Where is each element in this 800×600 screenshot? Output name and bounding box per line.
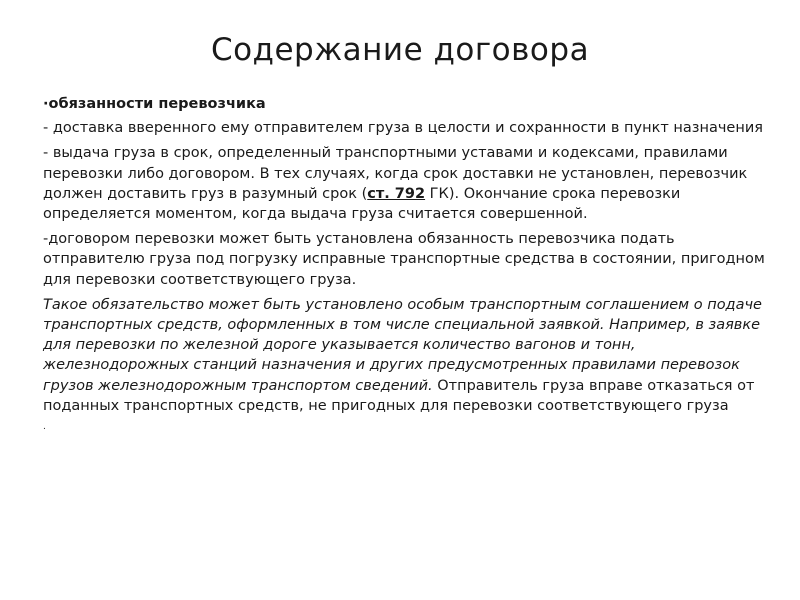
- explanation-paragraph: [43, 295, 765, 416]
- section-heading: ·обязанности перевозчика: [43, 96, 266, 112]
- obligation-item-timely-release: [43, 143, 765, 224]
- obligation-item-vehicles: -договором перевозки может быть установлена обязанность перевозчика подать отправителю груза под погрузку исправные транспортные средства в состоянии, пригодном для перевозки соответствующего груза.: [43, 231, 765, 288]
- slide-title: Содержание договора: [210, 32, 590, 68]
- explanation-plain-text: Отправитель груза вправе отказаться от поданных транспортных средств, не пригодных для перевозки соответствующего груза: [43, 377, 755, 414]
- trailing-dot: .: [43, 422, 46, 433]
- item2-text-end: ГК). Окончание срока перевозки определяется моментом, когда выдача груза считается совершенной.: [43, 185, 681, 223]
- slide-body: [43, 94, 765, 433]
- obligation-item-delivery: - доставка вверенного ему отправителем груза в целости и сохранности в пункт назначения: [43, 120, 763, 137]
- item2-text-start: - выдача груза в срок, определенный транспортными уставами и кодексами, правилами перевозки либо договором. В тех случаях, когда срок доставки не установлен, перевозчик должен доставить груз в разумный срок (: [43, 145, 748, 202]
- article-792-link[interactable]: ст. 792: [367, 185, 426, 202]
- explanation-italic-text: Такое обязательство может быть установлено особым транспортным соглашением о подаче транспортных средств, оформленных в том числе специальной заявкой. Например, в заявке для перевозки по железной дороге указывается количество вагонов и тонн, железнодорожных станций назначения и других предусмотренных правилами перевозок грузов железнодорожным транспортом сведений.: [43, 296, 762, 394]
